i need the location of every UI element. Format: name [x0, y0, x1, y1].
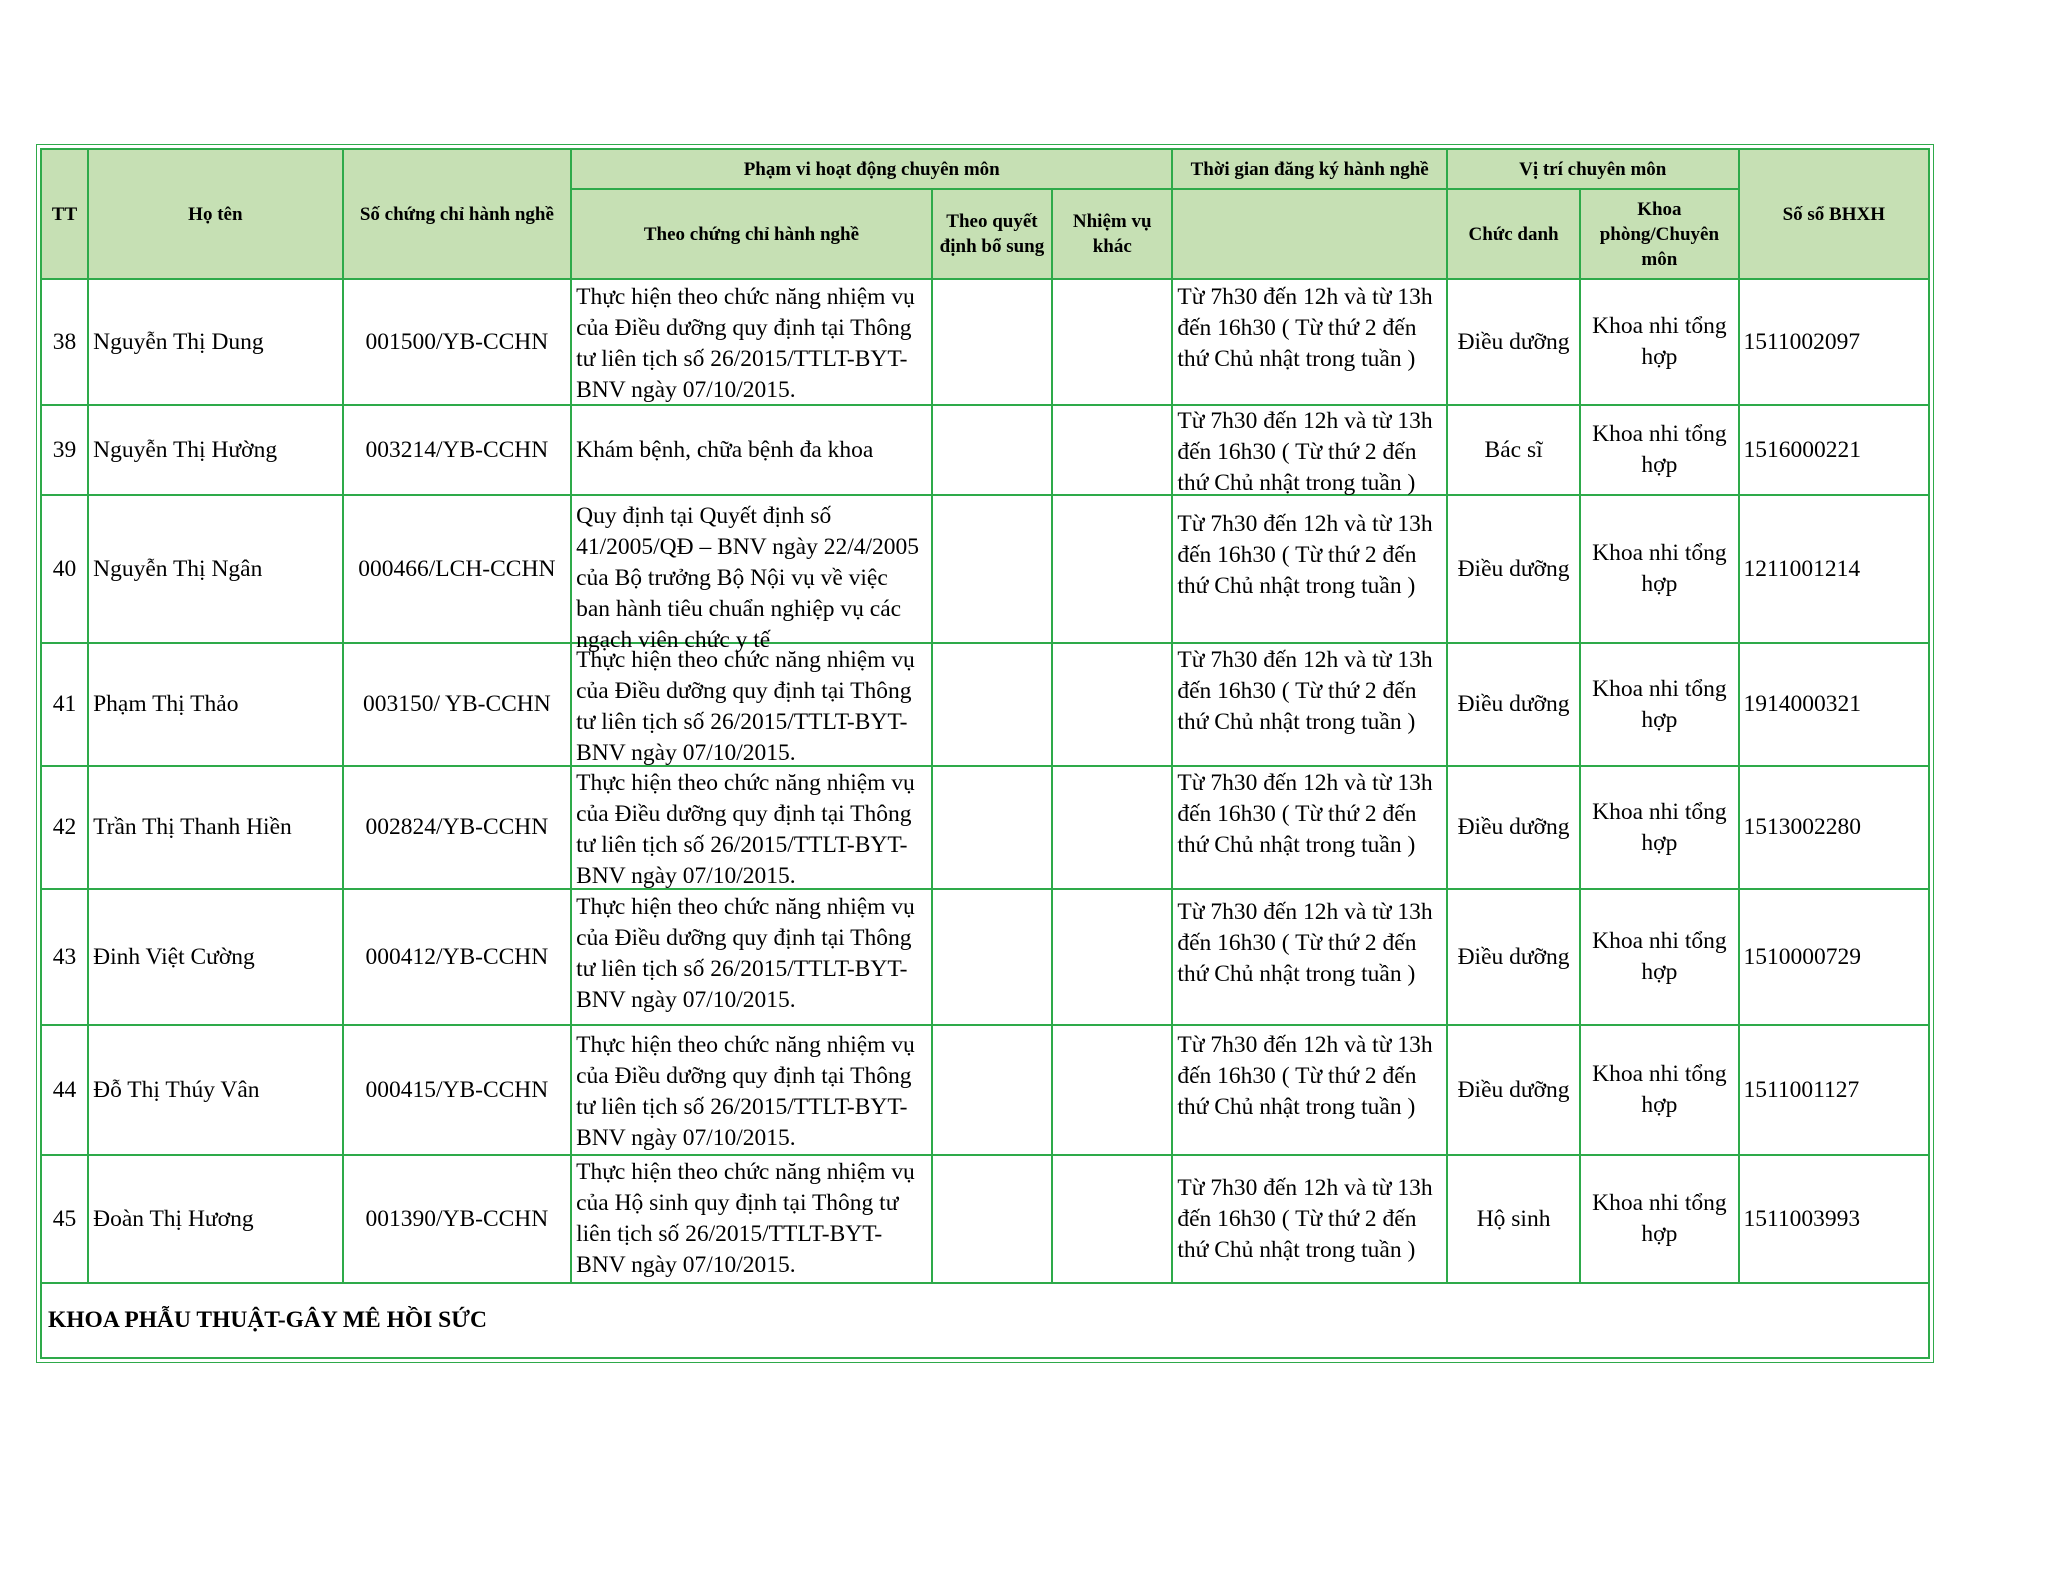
row-time	[1172, 643, 1447, 766]
row-name: Trần Thị Thanh Hiền	[88, 766, 343, 889]
header-department: Khoa phòng/Chuyên môn	[1580, 189, 1738, 279]
row-tt: 42	[41, 766, 88, 889]
row-time	[1172, 1155, 1447, 1283]
row-other	[1052, 405, 1172, 495]
table-row	[41, 1155, 1929, 1283]
row-time	[1172, 495, 1447, 643]
row-decision	[932, 405, 1052, 495]
row-bhxh: 1511002097	[1739, 279, 1929, 405]
row-other	[1052, 279, 1172, 405]
header-cert-no: Số chứng chỉ hành nghề	[343, 149, 571, 279]
row-cert: 000415/YB-CCHN	[343, 1025, 571, 1155]
header-scope-decision: Theo quyết định bổ sung	[932, 189, 1052, 279]
table-row	[41, 1025, 1929, 1155]
row-title: Điều dưỡng	[1447, 495, 1580, 643]
row-title: Bác sĩ	[1447, 405, 1580, 495]
row-title: Điều dưỡng	[1447, 766, 1580, 889]
row-scope	[571, 405, 932, 495]
row-tt: 39	[41, 405, 88, 495]
table-row	[41, 405, 1929, 495]
row-other	[1052, 1155, 1172, 1283]
header-position-group: Vị trí chuyên môn	[1447, 149, 1739, 189]
row-decision	[932, 495, 1052, 643]
section-row	[41, 1283, 1929, 1358]
row-cert: 001390/YB-CCHN	[343, 1155, 571, 1283]
header-scope-group: Phạm vi hoạt động chuyên môn	[571, 149, 1172, 189]
row-bhxh: 1511001127	[1739, 1025, 1929, 1155]
row-cert: 000412/YB-CCHN	[343, 889, 571, 1025]
table-row	[41, 643, 1929, 766]
row-scope	[571, 279, 932, 405]
row-name: Phạm Thị Thảo	[88, 643, 343, 766]
row-tt: 41	[41, 643, 88, 766]
header-insurance: Số sổ BHXH	[1739, 149, 1929, 279]
row-tt: 38	[41, 279, 88, 405]
row-scope	[571, 643, 932, 766]
row-time	[1172, 889, 1447, 1025]
table-row	[41, 889, 1929, 1025]
row-time	[1172, 405, 1447, 495]
row-cert: 002824/YB-CCHN	[343, 766, 571, 889]
row-scope-text: Thực hiện theo chức năng nhiệm vụ của Điều dưỡng quy định tại Thông tư liên tịch số 26/2015/TTLT-BYT-BNV ngày 07/10/2015.	[576, 769, 915, 889]
staff-registration-sheet	[36, 144, 1934, 1363]
row-time-text: Từ 7h30 đến 12h và từ 13h đến 16h30 ( Từ thứ 2 đến thứ Chủ nhật trong tuần )	[1177, 899, 1433, 987]
row-name: Đinh Việt Cường	[88, 889, 343, 1025]
row-scope-text: Thực hiện theo chức năng nhiệm vụ của Điều dưỡng quy định tại Thông tư liên tịch số 26/2015/TTLT-BYT-BNV ngày 07/10/2015.	[576, 284, 915, 403]
row-time-text: Từ 7h30 đến 12h và từ 13h đến 16h30 ( Từ thứ 2 đến thứ Chủ nhật trong tuần )	[1177, 646, 1433, 735]
row-scope-text: Thực hiện theo chức năng nhiệm vụ của Điều dưỡng quy định tại Thông tư liên tịch số 26/2015/TTLT-BYT-BNV ngày 07/10/2015.	[576, 646, 915, 766]
row-cert: 003150/ YB-CCHN	[343, 643, 571, 766]
row-decision	[932, 766, 1052, 889]
row-decision	[932, 279, 1052, 405]
row-scope	[571, 1155, 932, 1283]
header-scope-other: Nhiệm vụ khác	[1052, 189, 1172, 279]
row-other	[1052, 889, 1172, 1025]
row-scope-text: Thực hiện theo chức năng nhiệm vụ của Hộ sinh quy định tại Thông tư liên tịch số 26/2015/TTLT-BYT-BNV ngày 07/10/2015.	[576, 1159, 915, 1278]
row-name: Nguyễn Thị Hường	[88, 405, 343, 495]
row-tt: 40	[41, 495, 88, 643]
row-cert: 003214/YB-CCHN	[343, 405, 571, 495]
row-time-text: Từ 7h30 đến 12h và từ 13h đến 16h30 ( Từ thứ 2 đến thứ Chủ nhật trong tuần )	[1177, 511, 1433, 599]
header-name: Họ tên	[88, 149, 343, 279]
row-bhxh: 1510000729	[1739, 889, 1929, 1025]
row-cert: 001500/YB-CCHN	[343, 279, 571, 405]
row-time-text: Từ 7h30 đến 12h và từ 13h đến 16h30 ( Từ thứ 2 đến thứ Chủ nhật trong tuần )	[1177, 1174, 1433, 1263]
section-title: KHOA PHẪU THUẬT-GÂY MÊ HỒI SỨC	[41, 1283, 1929, 1358]
row-cert: 000466/LCH-CCHN	[343, 495, 571, 643]
row-dept: Khoa nhi tổng hợp	[1580, 766, 1738, 889]
row-scope-text: Thực hiện theo chức năng nhiệm vụ của Điều dưỡng quy định tại Thông tư liên tịch số 26/2015/TTLT-BYT-BNV ngày 07/10/2015.	[576, 1032, 915, 1151]
row-title: Điều dưỡng	[1447, 889, 1580, 1025]
row-bhxh: 1513002280	[1739, 766, 1929, 889]
staff-table	[40, 148, 1930, 1359]
row-bhxh: 1511003993	[1739, 1155, 1929, 1283]
row-bhxh: 1914000321	[1739, 643, 1929, 766]
row-title: Hộ sinh	[1447, 1155, 1580, 1283]
row-dept: Khoa nhi tổng hợp	[1580, 1155, 1738, 1283]
row-dept: Khoa nhi tổng hợp	[1580, 405, 1738, 495]
row-scope	[571, 766, 932, 889]
row-dept: Khoa nhi tổng hợp	[1580, 279, 1738, 405]
row-title: Điều dưỡng	[1447, 643, 1580, 766]
row-tt: 43	[41, 889, 88, 1025]
row-tt: 45	[41, 1155, 88, 1283]
row-dept: Khoa nhi tổng hợp	[1580, 889, 1738, 1025]
row-time-text: Từ 7h30 đến 12h và từ 13h đến 16h30 ( Từ thứ 2 đến thứ Chủ nhật trong tuần )	[1177, 284, 1433, 372]
row-title: Điều dưỡng	[1447, 279, 1580, 405]
row-other	[1052, 643, 1172, 766]
row-time-text: Từ 7h30 đến 12h và từ 13h đến 16h30 ( Từ thứ 2 đến thứ Chủ nhật trong tuần )	[1177, 769, 1433, 858]
table-row	[41, 279, 1929, 405]
row-name: Nguyễn Thị Ngân	[88, 495, 343, 643]
row-time	[1172, 1025, 1447, 1155]
row-bhxh: 1211001214	[1739, 495, 1929, 643]
header-time: Thời gian đăng ký hành nghề	[1172, 149, 1447, 189]
row-scope-text: Quy định tại Quyết định số 41/2005/QĐ – BNV ngày 22/4/2005 của Bộ trưởng Bộ Nội vụ về việc ban hành tiêu chuẩn nghiệp vụ các ngạch viên chức y tế	[576, 502, 920, 653]
row-dept: Khoa nhi tổng hợp	[1580, 1025, 1738, 1155]
row-other	[1052, 766, 1172, 889]
row-dept: Khoa nhi tổng hợp	[1580, 495, 1738, 643]
header-time-blank	[1172, 189, 1447, 279]
row-scope	[571, 495, 932, 653]
header-title: Chức danh	[1447, 189, 1580, 279]
row-time-text: Từ 7h30 đến 12h và từ 13h đến 16h30 ( Từ thứ 2 đến thứ Chủ nhật trong tuần )	[1177, 408, 1433, 496]
header-scope-cert: Theo chứng chỉ hành nghề	[571, 189, 932, 279]
row-decision	[932, 1155, 1052, 1283]
table-row	[41, 495, 1929, 643]
row-decision	[932, 643, 1052, 766]
row-time	[1172, 279, 1447, 405]
row-scope	[571, 889, 932, 1025]
row-time	[1172, 766, 1447, 889]
row-bhxh: 1516000221	[1739, 405, 1929, 495]
row-name: Đoàn Thị Hương	[88, 1155, 343, 1283]
row-scope-text: Khám bệnh, chữa bệnh đa khoa	[576, 436, 874, 463]
row-title: Điều dưỡng	[1447, 1025, 1580, 1155]
row-scope-text: Thực hiện theo chức năng nhiệm vụ của Điều dưỡng quy định tại Thông tư liên tịch số 26/2015/TTLT-BYT-BNV ngày 07/10/2015.	[576, 894, 915, 1013]
row-other	[1052, 1025, 1172, 1155]
row-tt: 44	[41, 1025, 88, 1155]
row-other	[1052, 495, 1172, 643]
table-row	[41, 766, 1929, 889]
row-name: Nguyễn Thị Dung	[88, 279, 343, 405]
row-decision	[932, 889, 1052, 1025]
row-dept: Khoa nhi tổng hợp	[1580, 643, 1738, 766]
row-decision	[932, 1025, 1052, 1155]
row-name: Đỗ Thị Thúy Vân	[88, 1025, 343, 1155]
row-time-text: Từ 7h30 đến 12h và từ 13h đến 16h30 ( Từ thứ 2 đến thứ Chủ nhật trong tuần )	[1177, 1032, 1433, 1120]
row-scope	[571, 1025, 932, 1155]
header-tt: TT	[41, 149, 88, 279]
